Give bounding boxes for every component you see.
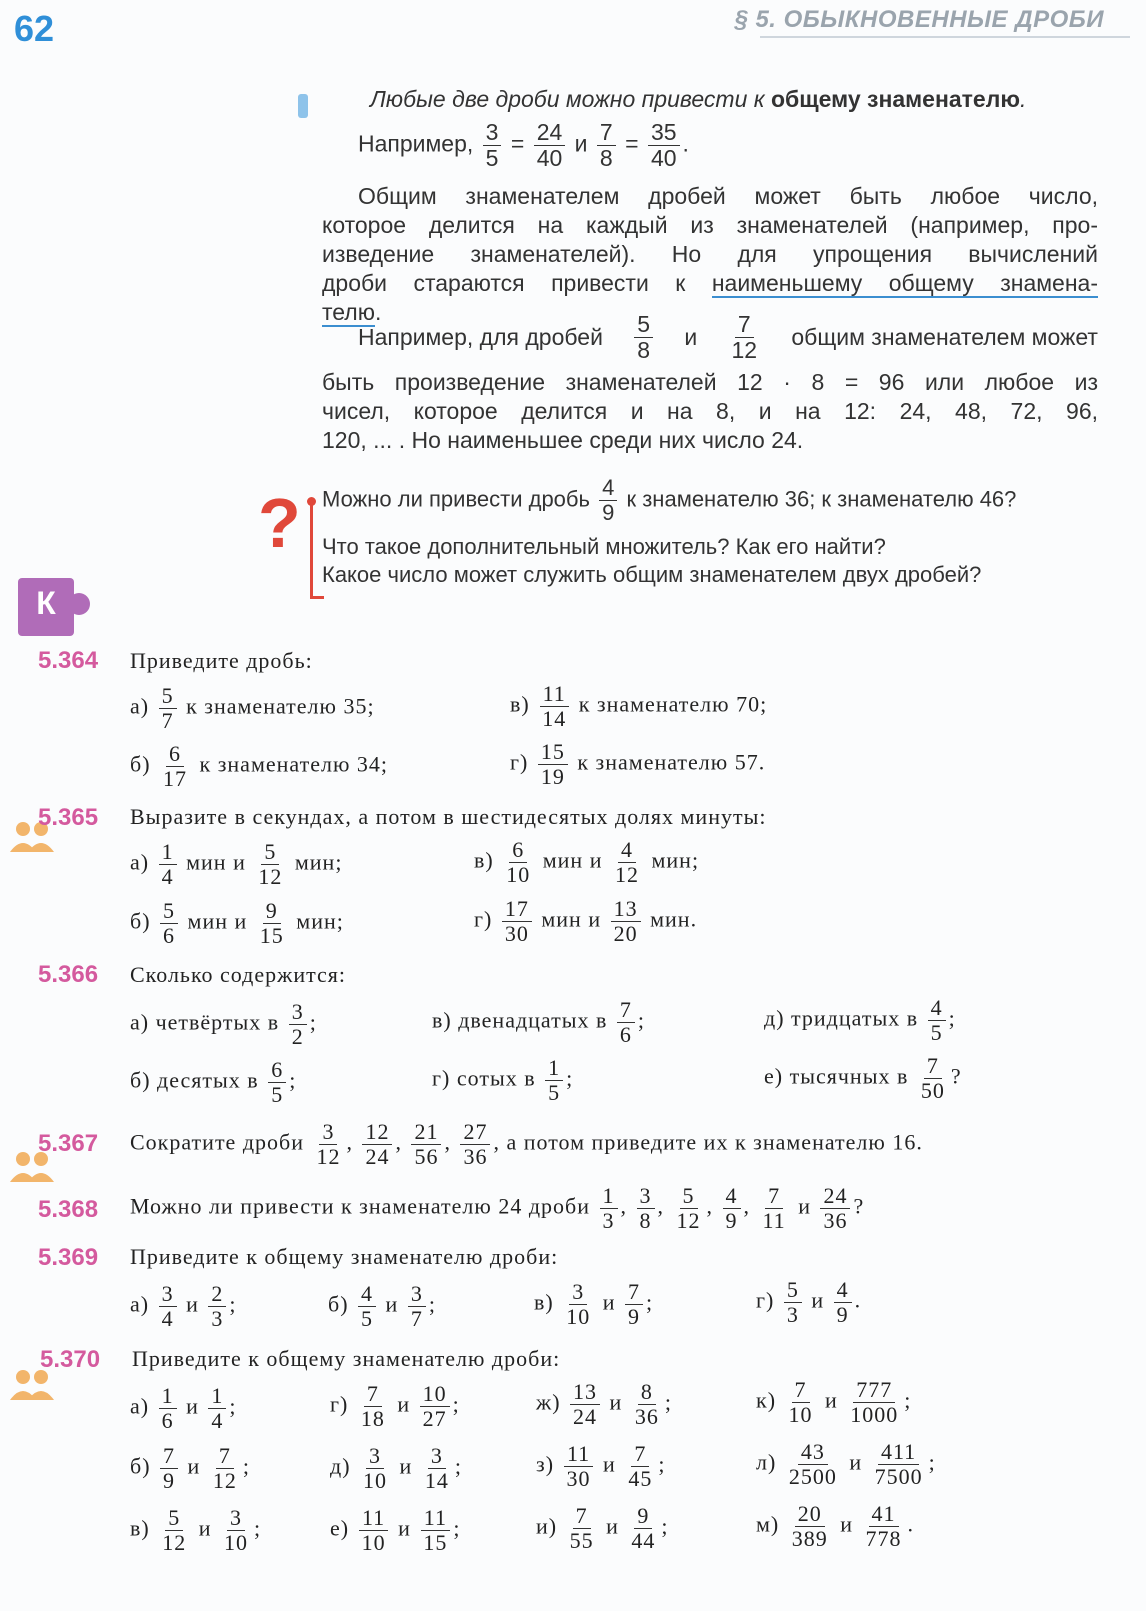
problem-text: Сократите дроби $\frac{3}{12}$ , $\frac{12}{24}$ , $\frac{21}{56}$ , $\frac{27}{36}$ , а потом приведите их к знаменателю 16. xyxy=(130,1119,923,1169)
problem-text: Приведите дробь: xyxy=(130,648,313,673)
fraction: $\frac{6}{10}$ xyxy=(506,837,531,887)
fraction: $\frac{9}{44}$ xyxy=(631,1503,656,1553)
item-b: б) $\frac{4}{5}$ и $\frac{3}{7}$ ; xyxy=(328,1281,436,1331)
question-2: Что такое дополнительный множитель? Как его найти? xyxy=(322,534,886,559)
fraction: $\frac{3}{10}$ xyxy=(363,1443,388,1493)
fraction: $\frac{1}{4}$ xyxy=(208,1384,226,1433)
item-e: е) тысячных в $\frac{7}{50}$ ? xyxy=(764,1053,962,1103)
problem-text: Приведите к общему знаменателю дроби: xyxy=(132,1346,561,1371)
item-e: е) $\frac{11}{10}$ и $\frac{11}{15}$ ; xyxy=(330,1505,461,1555)
item-b: б) $\frac{7}{9}$ и $\frac{7}{12}$ ; xyxy=(130,1443,250,1493)
fraction: $\frac{5}{3}$ xyxy=(784,1278,802,1327)
fraction: $\frac{3}{10}$ xyxy=(224,1505,248,1555)
problem-number: 5.370 xyxy=(40,1346,101,1373)
problem-number: 5.364 xyxy=(38,647,99,674)
problem-text: Приведите к общему знаменателю дроби: xyxy=(130,1244,559,1269)
fraction: $\frac{777}{1000}$ xyxy=(850,1377,899,1427)
bookmark-icon xyxy=(298,94,308,118)
fraction: $\frac{3}{14}$ xyxy=(424,1443,449,1493)
item-g: г) сотых в $\frac{1}{5}$ ; xyxy=(432,1055,574,1105)
fraction: $\frac{1}{4}$ xyxy=(159,840,177,889)
problem-number: 5.369 xyxy=(38,1244,99,1271)
fraction: $\frac{3}{8}$ xyxy=(637,1184,655,1233)
item-z: з) $\frac{11}{30}$ и $\frac{7}{45}$ ; xyxy=(536,1441,666,1491)
highlight-term: телю xyxy=(322,299,375,325)
fraction: $\frac{27}{36}$ xyxy=(460,1120,490,1169)
example-2: Например, для дробей $\frac{5}{8}$ и $\frac{7}{12}$ общим знаменателем может xyxy=(358,311,1098,363)
fraction: $\frac{24}{36}$ xyxy=(820,1184,850,1233)
item-l: л) $\frac{43}{2500}$ и $\frac{411}{7500}$ ; xyxy=(756,1439,936,1489)
problem-text: Сколько содержится: xyxy=(130,962,346,987)
control-badge-icon: К xyxy=(18,578,74,636)
item-v: в) $\frac{6}{10}$ мин и $\frac{4}{12}$ мин; xyxy=(474,837,700,887)
fraction: $\frac{11}{15}$ xyxy=(420,1506,450,1555)
fraction: $\frac{4}{5}$ xyxy=(928,996,946,1045)
fraction: $\frac{43}{2500}$ xyxy=(788,1439,837,1489)
fraction: $\frac{4}{12}$ xyxy=(614,837,639,887)
fraction: $\frac{3}{2}$ xyxy=(289,1000,307,1049)
fraction: $\frac{5}{12}$ xyxy=(162,1505,187,1555)
fraction: $\frac{7}{9}$ xyxy=(160,1444,178,1493)
fraction: $\frac{11}{10}$ xyxy=(359,1506,389,1555)
fraction: $\frac{7}{6}$ xyxy=(617,998,635,1047)
fraction: $\frac{5}{7}$ xyxy=(159,684,177,733)
fraction: $\frac{411}{7500}$ xyxy=(874,1439,923,1489)
fraction: $\frac{12}{24}$ xyxy=(362,1120,392,1169)
item-b: б) $\frac{5}{6}$ мин и $\frac{9}{15}$ мин; xyxy=(130,898,344,948)
item-a: а) $\frac{1}{4}$ мин и $\frac{5}{12}$ мин; xyxy=(130,839,343,889)
problem-number: 5.368 xyxy=(38,1196,99,1223)
fraction: $\frac{1}{3}$ xyxy=(600,1184,618,1233)
fraction: $\frac{21}{56}$ xyxy=(411,1120,441,1169)
fraction: $\frac{9}{15}$ xyxy=(259,898,284,948)
fraction: $\frac{4}{9}$ xyxy=(723,1184,741,1233)
theory-paragraph-2: быть произведение знаменателей 12 · 8 = 96 или любое из чисел, которое делится и на 8, и на 12: 24, 48, 72, 96, 120, ... . Но наименьшее среди них число 24. xyxy=(322,369,1098,453)
item-a: а) $\frac{3}{4}$ и $\frac{2}{3}$ ; xyxy=(130,1281,237,1331)
item-a: а) четвёртых в $\frac{3}{2}$ ; xyxy=(130,999,317,1049)
fraction: $\frac{41}{778}$ xyxy=(865,1501,902,1551)
item-i: и) $\frac{7}{55}$ и $\frac{9}{44}$ ; xyxy=(536,1503,669,1553)
item-g: г) $\frac{17}{30}$ мин и $\frac{13}{20}$ мин. xyxy=(474,896,698,946)
fraction: $\frac{4}{9}$ xyxy=(834,1278,852,1327)
question-3: Какое число может служить общим знаменателем двух дробей? xyxy=(322,562,982,587)
fraction: $\frac{7}{8}$ xyxy=(597,120,616,171)
question-1: Можно ли привести дробь $\frac{4}{9}$ к знаменателю 36; к знаменателю 46? xyxy=(322,475,1017,525)
item-v: в) $\frac{5}{12}$ и $\frac{3}{10}$ ; xyxy=(130,1505,262,1555)
item-g: г) $\frac{5}{3}$ и $\frac{4}{9}$ . xyxy=(756,1277,862,1327)
item-a: а) $\frac{1}{6}$ и $\frac{1}{4}$ ; xyxy=(130,1383,237,1433)
fraction: $\frac{13}{24}$ xyxy=(570,1380,600,1429)
question-mark-icon: ? xyxy=(258,484,301,562)
fraction: $\frac{11}{30}$ xyxy=(564,1442,594,1491)
example-1: Например, $\frac{3}{5}$ = $\frac{24}{40}$ и $\frac{7}{8}$ = $\frac{35}{40}$ . xyxy=(358,119,689,171)
fraction: $\frac{7}{11}$ xyxy=(762,1183,786,1233)
fraction: $\frac{24}{40}$ xyxy=(534,120,566,171)
fraction: $\frac{8}{36}$ xyxy=(634,1379,659,1429)
item-k: к) $\frac{7}{10}$ и $\frac{777}{1000}$ ; xyxy=(756,1377,912,1427)
fraction: $\frac{3}{10}$ xyxy=(566,1279,591,1329)
theory-paragraph-1: Общим знаменателем дробей может быть любое число, которое делится на каждый из знаменателей (например, про- изведение знаменателей). Но для упрощения вычислений дроби стараются привести к наименьшему общему знамена- телю. xyxy=(322,183,1098,325)
fraction: $\frac{7}{12}$ xyxy=(212,1443,237,1493)
problem-text: Выразите в секундах, а потом в шестидесятых долях минуты: xyxy=(130,804,767,829)
problem-number: 5.366 xyxy=(38,961,99,988)
fraction: $\frac{3}{12}$ xyxy=(316,1119,341,1169)
fraction: $\frac{5}{12}$ xyxy=(258,839,283,889)
problem-text: Можно ли привести к знаменателю 24 дроби $\frac{1}{3}$ , $\frac{3}{8}$ , $\frac{5}{12}$ , $\frac{4}{9}$ , $\frac{7}{11}$ и $\frac{24}{36}$ ? xyxy=(130,1183,865,1233)
item-a: а) $\frac{5}{7}$ к знаменателю 35; xyxy=(130,683,375,733)
fraction: $\frac{4}{5}$ xyxy=(358,1282,376,1331)
fraction: $\frac{3}{7}$ xyxy=(408,1282,426,1331)
fraction: $\frac{5}{8}$ xyxy=(634,312,653,363)
fraction: $\frac{35}{40}$ xyxy=(648,120,680,171)
item-v: в) $\frac{3}{10}$ и $\frac{7}{9}$ ; xyxy=(534,1279,654,1329)
item-b: б) десятых в $\frac{6}{5}$ ; xyxy=(130,1057,297,1107)
running-header: § 5. ОБЫКНОВЕННЫЕ ДРОБИ xyxy=(734,6,1104,33)
item-g: г) $\frac{7}{18}$ и $\frac{10}{27}$ ; xyxy=(330,1381,460,1431)
fraction: $\frac{2}{3}$ xyxy=(208,1282,226,1331)
problem-number: 5.365 xyxy=(38,804,99,831)
fraction: $\frac{15}{19}$ xyxy=(538,740,568,789)
item-d: д) $\frac{3}{10}$ и $\frac{3}{14}$ ; xyxy=(330,1443,462,1493)
fraction: $\frac{4}{9}$ xyxy=(599,476,617,525)
fraction: $\frac{6}{17}$ xyxy=(163,741,188,791)
item-v: в) двенадцатых в $\frac{7}{6}$ ; xyxy=(432,997,646,1047)
fraction: $\frac{7}{12}$ xyxy=(731,311,758,363)
item-b: б) $\frac{6}{17}$ к знаменателю 34; xyxy=(130,741,389,791)
fraction: $\frac{5}{6}$ xyxy=(160,899,178,948)
item-m: м) $\frac{20}{389}$ и $\frac{41}{778}$ . xyxy=(756,1501,915,1551)
fraction: $\frac{17}{30}$ xyxy=(502,897,532,946)
fraction: $\frac{11}{14}$ xyxy=(539,682,569,731)
rule-statement: Любые две дроби можно привести к общему знаменателю. xyxy=(370,86,1027,112)
item-zh: ж) $\frac{13}{24}$ и $\frac{8}{36}$ ; xyxy=(536,1379,672,1429)
fraction: $\frac{1}{6}$ xyxy=(159,1384,177,1433)
item-g: г) $\frac{15}{19}$ к знаменателю 57. xyxy=(510,739,766,789)
fraction: $\frac{13}{20}$ xyxy=(611,897,641,946)
fraction: $\frac{3}{5}$ xyxy=(483,120,502,171)
question-bracket xyxy=(310,500,313,598)
fraction: $\frac{1}{5}$ xyxy=(545,1056,563,1105)
item-d: д) тридцатых в $\frac{4}{5}$ ; xyxy=(764,995,956,1045)
fraction: $\frac{7}{50}$ xyxy=(920,1053,945,1103)
highlight-term: наименьшему общему знамена- xyxy=(711,270,1098,296)
header-rule xyxy=(760,36,1130,38)
fraction: $\frac{7}{18}$ xyxy=(360,1381,385,1431)
problem-number: 5.367 xyxy=(38,1130,99,1157)
item-v: в) $\frac{11}{14}$ к знаменателю 70; xyxy=(510,681,768,731)
fraction: $\frac{3}{4}$ xyxy=(159,1282,177,1331)
fraction: $\frac{7}{45}$ xyxy=(628,1441,653,1491)
fraction: $\frac{6}{5}$ xyxy=(268,1058,286,1107)
fraction: $\frac{7}{55}$ xyxy=(569,1503,594,1553)
fraction: $\frac{10}{27}$ xyxy=(420,1382,450,1431)
fraction: $\frac{7}{9}$ xyxy=(625,1280,643,1329)
fraction: $\frac{7}{10}$ xyxy=(788,1377,813,1427)
fraction: $\frac{20}{389}$ xyxy=(791,1501,828,1551)
page-number: 62 xyxy=(14,8,55,49)
fraction: $\frac{5}{12}$ xyxy=(676,1183,701,1233)
